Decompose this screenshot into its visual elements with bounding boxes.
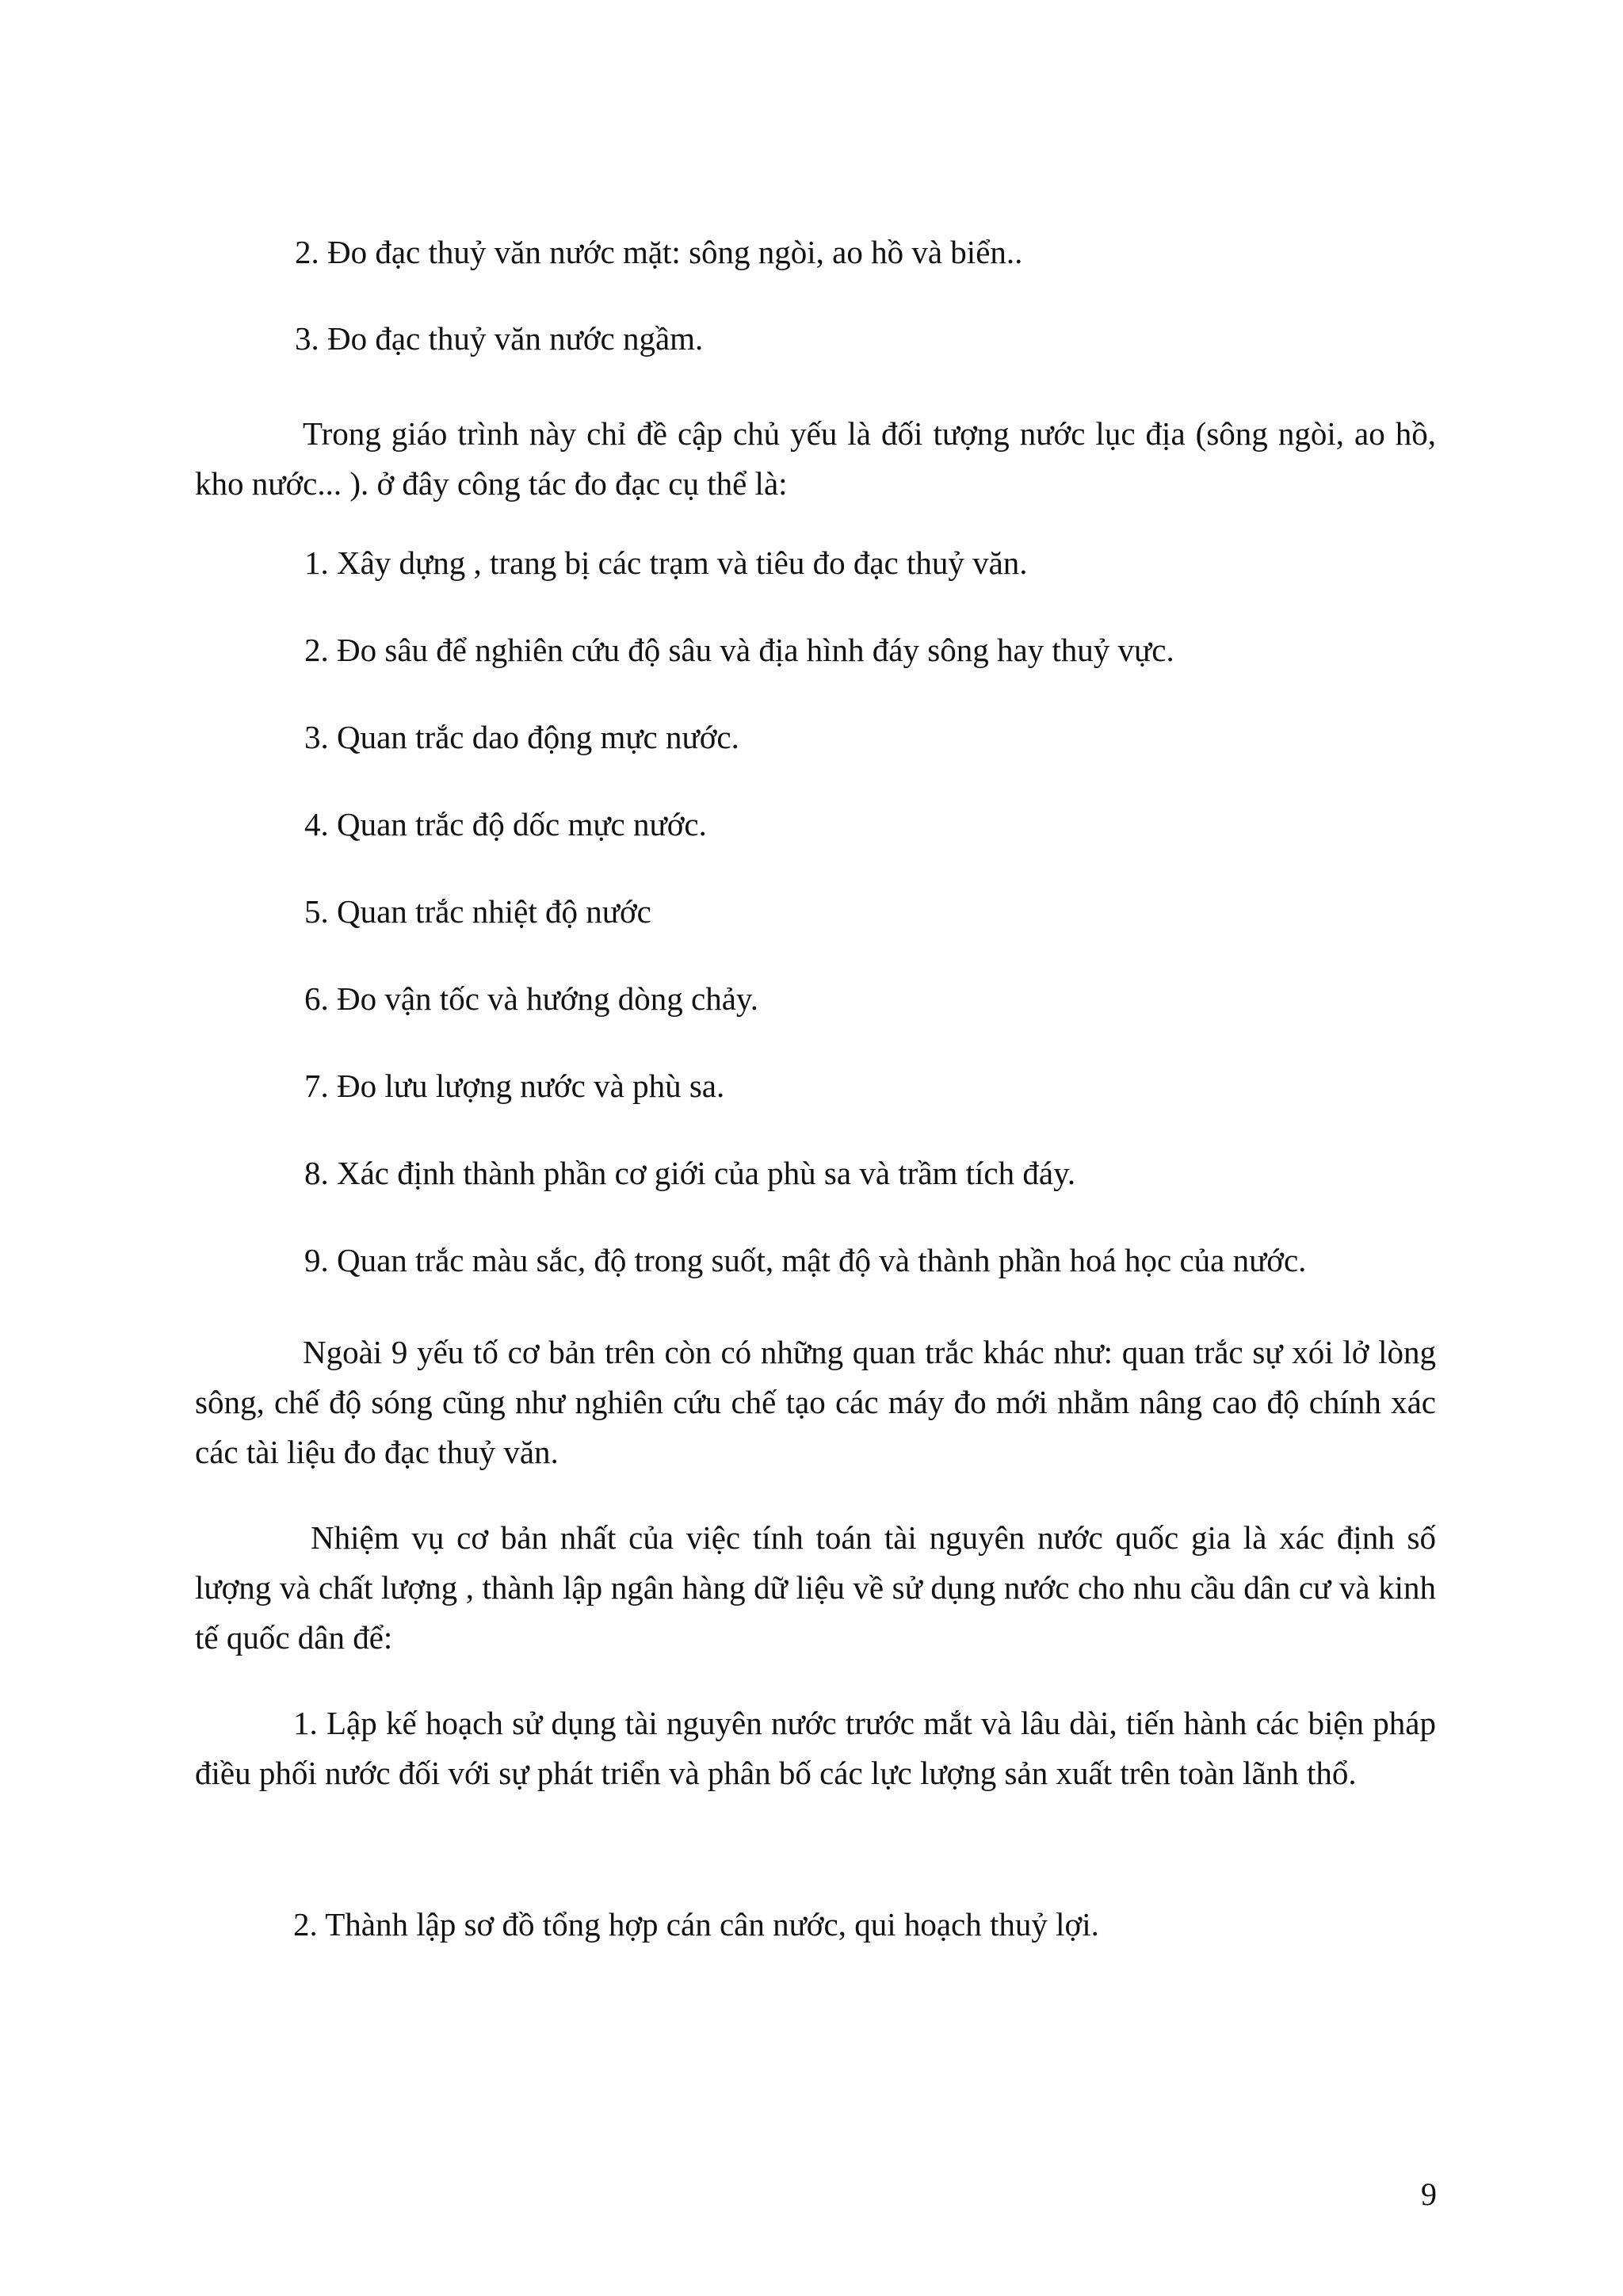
- task-item: 5. Quan trắc nhiệt độ nước: [304, 893, 651, 930]
- mission-paragraph: Nhiệm vụ cơ bản nhất của việc tính toán tài nguyên nước quốc gia là xác định số lượng và chất lượng , thành lập ngân hàng dữ liệu về sử dụng nước cho nhu cầu dân cư và kinh tế quốc dân để:: [195, 1519, 1436, 1656]
- task-item: 3. Quan trắc dao động mực nước.: [304, 719, 739, 755]
- other-observations-paragraph: Ngoài 9 yếu tố cơ bản trên còn có những quan trắc khác như: quan trắc sự xói lở lòng sông, chế độ sóng cũng như nghiên cứu chế tạo các máy đo mới nhằm nâng cao độ chính xác các tài liệu đo đạc thuỷ văn.: [195, 1334, 1436, 1470]
- intro-paragraph: Trong giáo trình này chỉ đề cập chủ yếu là đối tượng nước lục địa (sông ngòi, ao hồ, kho nước... ). ở đây công tác đo đạc cụ thể là:: [195, 415, 1436, 502]
- task-item: 4. Quan trắc độ dốc mực nước.: [304, 806, 707, 842]
- water-balance-item: 2. Thành lập sơ đồ tổng hợp cán cân nước, qui hoạch thuỷ lợi.: [293, 1906, 1099, 1943]
- task-item: 1. Xây dựng , trang bị các trạm và tiêu đo đạc thuỷ văn.: [304, 544, 1028, 581]
- page-number: 9: [1421, 2176, 1437, 2212]
- list-item-surface-water: 2. Đo đạc thuỷ văn nước mặt: sông ngòi, ao hồ và biển..: [295, 234, 1023, 270]
- task-item: 7. Đo lưu lượng nước và phù sa.: [304, 1068, 725, 1104]
- list-item-groundwater: 3. Đo đạc thuỷ văn nước ngầm.: [295, 320, 704, 357]
- task-item: 6. Đo vận tốc và hướng dòng chảy.: [304, 980, 758, 1017]
- plan-paragraph: 1. Lập kế hoạch sử dụng tài nguyên nước trước mắt và lâu dài, tiến hành các biện pháp điều phối nước đối với sự phát triển và phân bố các lực lượng sản xuất trên toàn lãnh thổ.: [195, 1705, 1436, 1791]
- task-item: 9. Quan trắc màu sắc, độ trong suốt, mật độ và thành phần hoá học của nước.: [304, 1242, 1307, 1278]
- task-item: 2. Đo sâu để nghiên cứu độ sâu và địa hình đáy sông hay thuỷ vực.: [304, 632, 1174, 668]
- task-item: 8. Xác định thành phần cơ giới của phù sa và trầm tích đáy.: [304, 1155, 1076, 1191]
